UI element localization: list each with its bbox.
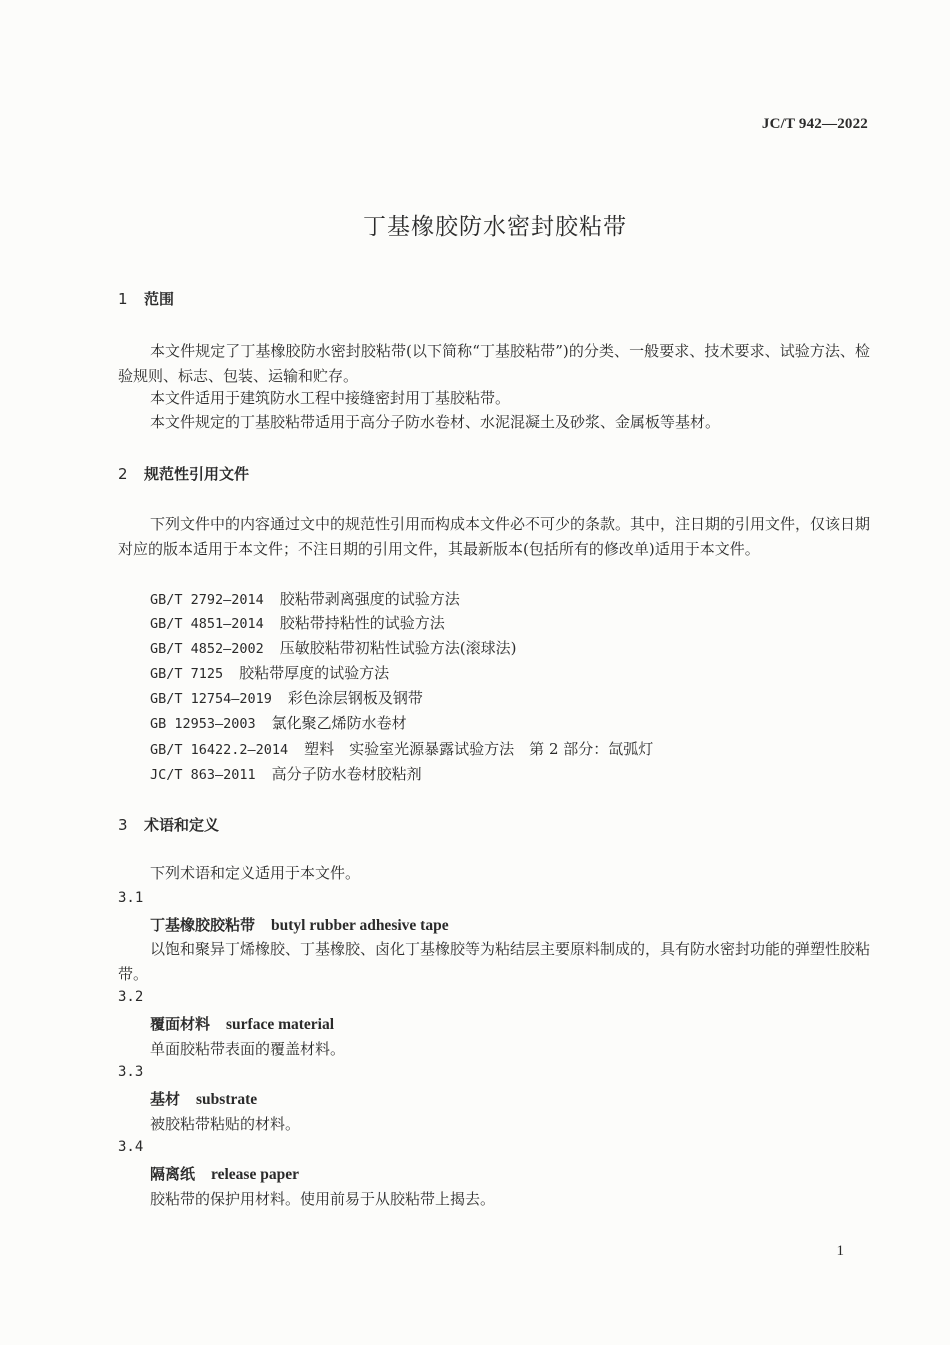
term-heading: [150, 1013, 334, 1034]
reference-name: 塑料 实验室光源暴露试验方法 第 2 部分：氙弧灯: [304, 740, 654, 758]
term-en: substrate: [196, 1091, 258, 1108]
reference-item: [150, 611, 445, 637]
reference-name: 胶粘带剥离强度的试验方法: [279, 590, 460, 608]
reference-code: GB/T 4851—2014: [150, 616, 264, 632]
reference-code: GB/T 7125: [150, 666, 224, 682]
document-code: JC/T 942—2022: [761, 116, 868, 132]
section-number: 3: [118, 816, 128, 834]
section-heading-scope: [118, 288, 174, 309]
reference-code: GB/T 16422.2—2014: [150, 742, 289, 758]
term-zh: 隔离纸: [150, 1165, 196, 1183]
reference-item: [150, 587, 460, 613]
term-number: 3.2: [118, 989, 144, 1005]
section-heading-normative-references: [118, 463, 249, 484]
reference-item: [150, 636, 517, 662]
reference-code: GB/T 4852—2002: [150, 641, 264, 657]
reference-item: [150, 762, 422, 788]
paragraph: 下列术语和定义适用于本文件。: [150, 864, 361, 882]
reference-code: GB/T 2792—2014: [150, 592, 264, 608]
term-en: surface material: [226, 1016, 335, 1033]
section-title: 范围: [144, 290, 175, 308]
reference-name: 氯化聚乙烯防水卷材: [271, 714, 407, 732]
term-definition: 以饱和聚异丁烯橡胶、丁基橡胶、卤化丁基橡胶等为粘结层主要原料制成的，具有防水密封功能的弹塑性胶粘带。: [118, 940, 871, 983]
reference-code: GB/T 12754—2019: [150, 691, 272, 707]
reference-item: [150, 711, 407, 737]
term-en: release paper: [211, 1166, 299, 1183]
term-zh: 基材: [150, 1090, 181, 1108]
reference-item: [150, 686, 423, 712]
term-number: 3.1: [118, 890, 144, 906]
term-number: 3.3: [118, 1064, 144, 1080]
term-number: 3.4: [118, 1139, 144, 1155]
section-title: 术语和定义: [144, 816, 220, 834]
page-number: 1: [836, 1243, 844, 1259]
document-title: 丁基橡胶防水密封胶粘带: [363, 214, 627, 240]
section-heading-terms: [118, 814, 219, 835]
section-number: 2: [118, 465, 128, 483]
reference-item: [150, 661, 389, 687]
term-definition: 单面胶粘带表面的覆盖材料。: [150, 1040, 346, 1058]
paragraph: 本文件规定了丁基橡胶防水密封胶粘带(以下简称“丁基胶粘带”)的分类、一般要求、技术要求、试验方法、检验规则、标志、包装、运输和贮存。: [118, 342, 870, 385]
reference-name: 压敏胶粘带初粘性试验方法(滚球法): [279, 639, 517, 657]
reference-code: GB 12953—2003: [150, 716, 256, 732]
term-heading: [150, 1088, 257, 1109]
reference-item: [150, 737, 653, 763]
term-definition: 胶粘带的保护用材料。使用前易于从胶粘带上揭去。: [150, 1190, 496, 1208]
term-zh: 覆面材料: [150, 1015, 211, 1033]
section-number: 1: [118, 290, 128, 308]
term-heading: [150, 1163, 299, 1184]
term-zh: 丁基橡胶胶粘带: [150, 916, 256, 934]
term-heading: [150, 914, 449, 935]
section-title: 规范性引用文件: [144, 465, 250, 483]
paragraph: 本文件规定的丁基胶粘带适用于高分子防水卷材、水泥混凝土及砂浆、金属板等基材。: [150, 413, 721, 431]
paragraph: 下列文件中的内容通过文中的规范性引用而构成本文件必不可少的条款。其中，注日期的引用文件，仅该日期对应的版本适用于本文件；不注日期的引用文件，其最新版本(包括所有的修改单)适用于本文件。: [118, 515, 871, 558]
reference-name: 胶粘带厚度的试验方法: [239, 664, 390, 682]
term-definition: 被胶粘带粘贴的材料。: [150, 1115, 301, 1133]
reference-code: JC/T 863—2011: [150, 767, 256, 783]
term-en: butyl rubber adhesive tape: [271, 917, 449, 934]
reference-name: 高分子防水卷材胶粘剂: [271, 765, 422, 783]
paragraph: 本文件适用于建筑防水工程中接缝密封用丁基胶粘带。: [150, 389, 511, 407]
reference-name: 胶粘带持粘性的试验方法: [279, 614, 445, 632]
reference-name: 彩色涂层钢板及钢带: [287, 689, 423, 707]
